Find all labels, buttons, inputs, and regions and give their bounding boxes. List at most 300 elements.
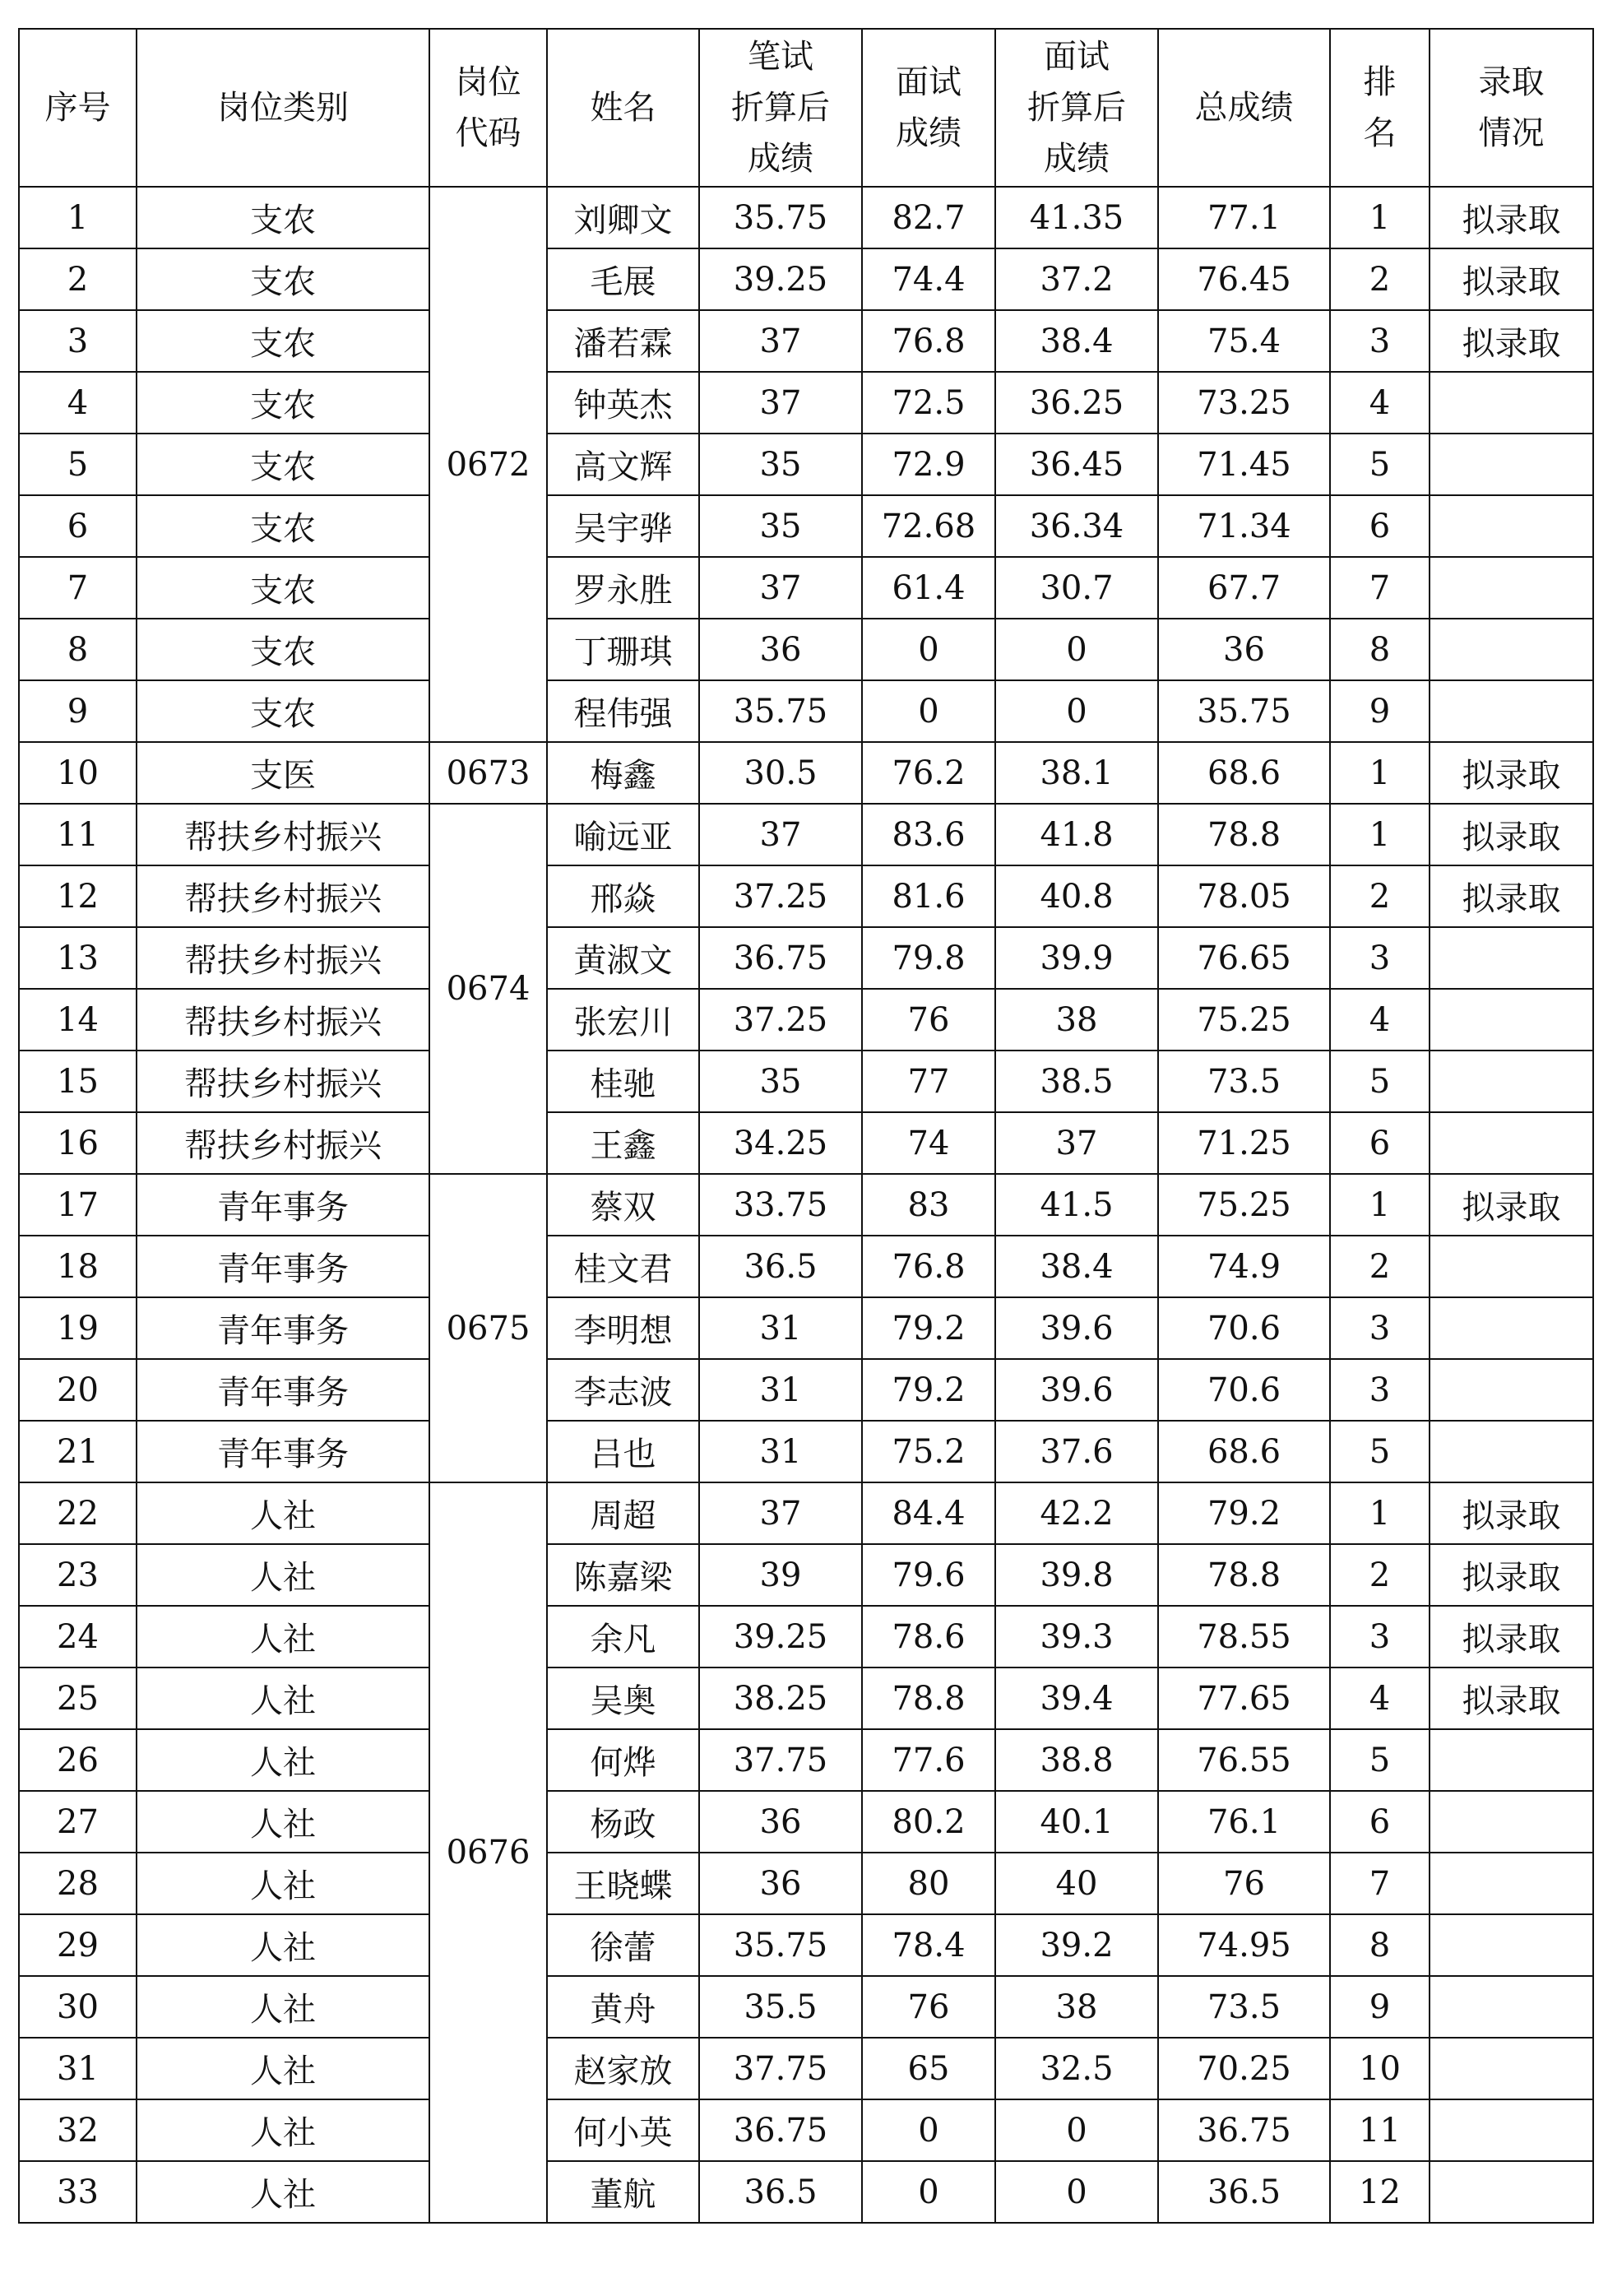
name-cell: 何烨 — [547, 1729, 699, 1791]
interview-scaled-cell: 0 — [995, 2161, 1158, 2223]
table-row — [19, 865, 1593, 927]
admission-status-cell — [1430, 1729, 1593, 1791]
rank-cell: 9 — [1330, 680, 1430, 742]
admission-status-cell: 拟录取 — [1430, 1667, 1593, 1729]
interview-scaled-cell: 39.8 — [995, 1544, 1158, 1606]
interview-score-cell: 65 — [862, 2038, 995, 2099]
written-score-cell: 35.75 — [699, 680, 862, 742]
seq-cell: 12 — [19, 865, 137, 927]
admission-status-cell — [1430, 1297, 1593, 1359]
category-cell: 帮扶乡村振兴 — [137, 1051, 429, 1112]
total-score-cell: 75.25 — [1158, 989, 1330, 1051]
rank-cell: 8 — [1330, 619, 1430, 680]
interview-scaled-cell: 38.4 — [995, 1236, 1158, 1297]
header-line: 总成绩 — [1194, 89, 1294, 127]
admission-status-cell — [1430, 434, 1593, 495]
category-cell: 人社 — [137, 2161, 429, 2223]
table-row — [19, 1112, 1593, 1174]
category-cell: 青年事务 — [137, 1236, 429, 1297]
category-cell: 支农 — [137, 619, 429, 680]
seq-cell: 6 — [19, 495, 137, 557]
position-code-cell: 0673 — [429, 742, 547, 804]
interview-scaled-cell: 30.7 — [995, 557, 1158, 619]
rank-cell: 11 — [1330, 2099, 1430, 2161]
interview-score-cell: 79.2 — [862, 1359, 995, 1421]
interview-scaled-cell: 0 — [995, 680, 1158, 742]
category-cell: 帮扶乡村振兴 — [137, 927, 429, 989]
interview-score-cell: 77.6 — [862, 1729, 995, 1791]
interview-score-cell: 82.7 — [862, 187, 995, 248]
written-score-cell: 35.5 — [699, 1976, 862, 2038]
rank-cell: 6 — [1330, 1791, 1430, 1853]
header-line: 面试 — [1044, 38, 1110, 76]
table-row — [19, 1606, 1593, 1667]
rank-cell: 3 — [1330, 1606, 1430, 1667]
table-row — [19, 742, 1593, 804]
written-score-cell: 37 — [699, 804, 862, 865]
written-score-cell: 30.5 — [699, 742, 862, 804]
total-score-cell: 73.5 — [1158, 1976, 1330, 2038]
name-cell: 吴奥 — [547, 1667, 699, 1729]
interview-score-cell: 72.9 — [862, 434, 995, 495]
seq-cell: 21 — [19, 1421, 137, 1482]
written-score-cell: 35.75 — [699, 1914, 862, 1976]
name-cell: 余凡 — [547, 1606, 699, 1667]
name-cell: 钟英杰 — [547, 372, 699, 434]
seq-cell: 13 — [19, 927, 137, 989]
category-cell: 支医 — [137, 742, 429, 804]
seq-cell: 3 — [19, 310, 137, 372]
total-score-cell: 70.6 — [1158, 1297, 1330, 1359]
interview-scaled-cell: 39.9 — [995, 927, 1158, 989]
total-score-cell: 78.8 — [1158, 1544, 1330, 1606]
category-cell: 帮扶乡村振兴 — [137, 865, 429, 927]
table-row — [19, 1051, 1593, 1112]
interview-score-cell: 74 — [862, 1112, 995, 1174]
name-cell: 李志波 — [547, 1359, 699, 1421]
header-written — [699, 29, 862, 187]
written-score-cell: 31 — [699, 1297, 862, 1359]
header-line: 姓名 — [590, 89, 656, 127]
name-cell: 李明想 — [547, 1297, 699, 1359]
total-score-cell: 77.1 — [1158, 187, 1330, 248]
admission-status-cell — [1430, 1236, 1593, 1297]
name-cell: 邢焱 — [547, 865, 699, 927]
total-score-cell: 35.75 — [1158, 680, 1330, 742]
written-score-cell: 36.75 — [699, 2099, 862, 2161]
written-score-cell: 36 — [699, 619, 862, 680]
header-code — [429, 29, 547, 187]
header-line: 折算后 — [731, 89, 830, 127]
rank-cell: 5 — [1330, 1051, 1430, 1112]
written-score-cell: 39.25 — [699, 1606, 862, 1667]
total-score-cell: 76.45 — [1158, 248, 1330, 310]
table-row — [19, 1236, 1593, 1297]
total-score-cell: 67.7 — [1158, 557, 1330, 619]
interview-scaled-cell: 41.5 — [995, 1174, 1158, 1236]
interview-score-cell: 76.2 — [862, 742, 995, 804]
table-row — [19, 557, 1593, 619]
header-line: 成绩 — [748, 140, 813, 178]
table-row — [19, 434, 1593, 495]
written-score-cell: 35 — [699, 495, 862, 557]
admission-status-cell: 拟录取 — [1430, 1174, 1593, 1236]
header-line: 代码 — [455, 114, 521, 152]
interview-scaled-cell: 40.1 — [995, 1791, 1158, 1853]
total-score-cell: 76.55 — [1158, 1729, 1330, 1791]
interview-score-cell: 0 — [862, 680, 995, 742]
rank-cell: 1 — [1330, 1174, 1430, 1236]
admission-status-cell — [1430, 2161, 1593, 2223]
name-cell: 董航 — [547, 2161, 699, 2223]
category-cell: 人社 — [137, 1606, 429, 1667]
interview-scaled-cell: 38.4 — [995, 310, 1158, 372]
interview-scaled-cell: 38 — [995, 1976, 1158, 2038]
interview-score-cell: 78.8 — [862, 1667, 995, 1729]
admission-status-cell — [1430, 2099, 1593, 2161]
interview-score-cell: 83.6 — [862, 804, 995, 865]
header-line: 序号 — [44, 89, 111, 127]
table-row — [19, 1976, 1593, 2038]
interview-score-cell: 0 — [862, 619, 995, 680]
rank-cell: 9 — [1330, 1976, 1430, 2038]
admission-status-cell — [1430, 2038, 1593, 2099]
name-cell: 黄淑文 — [547, 927, 699, 989]
name-cell: 刘卿文 — [547, 187, 699, 248]
written-score-cell: 33.75 — [699, 1174, 862, 1236]
header-seq — [19, 29, 137, 187]
admission-status-cell — [1430, 1914, 1593, 1976]
name-cell: 黄舟 — [547, 1976, 699, 2038]
interview-scaled-cell: 37.6 — [995, 1421, 1158, 1482]
total-score-cell: 73.5 — [1158, 1051, 1330, 1112]
seq-cell: 4 — [19, 372, 137, 434]
admission-status-cell: 拟录取 — [1430, 1482, 1593, 1544]
interview-scaled-cell: 42.2 — [995, 1482, 1158, 1544]
written-score-cell: 35.75 — [699, 187, 862, 248]
interview-scaled-cell: 38.5 — [995, 1051, 1158, 1112]
name-cell: 毛展 — [547, 248, 699, 310]
seq-cell: 11 — [19, 804, 137, 865]
table-row — [19, 1853, 1593, 1914]
interview-scaled-cell: 39.4 — [995, 1667, 1158, 1729]
seq-cell: 26 — [19, 1729, 137, 1791]
total-score-cell: 68.6 — [1158, 1421, 1330, 1482]
name-cell: 何小英 — [547, 2099, 699, 2161]
header-row — [19, 29, 1593, 187]
written-score-cell: 36 — [699, 1853, 862, 1914]
rank-cell: 1 — [1330, 804, 1430, 865]
table-row — [19, 989, 1593, 1051]
interview-score-cell: 72.5 — [862, 372, 995, 434]
interview-score-cell: 81.6 — [862, 865, 995, 927]
seq-cell: 10 — [19, 742, 137, 804]
admission-status-cell — [1430, 1359, 1593, 1421]
written-score-cell: 31 — [699, 1421, 862, 1482]
category-cell: 人社 — [137, 1544, 429, 1606]
written-score-cell: 37.25 — [699, 989, 862, 1051]
written-score-cell: 37.25 — [699, 865, 862, 927]
admission-status-cell: 拟录取 — [1430, 1606, 1593, 1667]
total-score-cell: 74.95 — [1158, 1914, 1330, 1976]
written-score-cell: 37 — [699, 372, 862, 434]
name-cell: 梅鑫 — [547, 742, 699, 804]
interview-score-cell: 72.68 — [862, 495, 995, 557]
rank-cell: 2 — [1330, 1544, 1430, 1606]
table-row — [19, 1791, 1593, 1853]
results-table — [18, 28, 1594, 2224]
name-cell: 周超 — [547, 1482, 699, 1544]
category-cell: 支农 — [137, 248, 429, 310]
admission-status-cell — [1430, 1112, 1593, 1174]
seq-cell: 5 — [19, 434, 137, 495]
total-score-cell: 73.25 — [1158, 372, 1330, 434]
rank-cell: 1 — [1330, 1482, 1430, 1544]
interview-scaled-cell: 37 — [995, 1112, 1158, 1174]
header-name — [547, 29, 699, 187]
interview-score-cell: 80 — [862, 1853, 995, 1914]
table-row — [19, 372, 1593, 434]
seq-cell: 19 — [19, 1297, 137, 1359]
header-line: 成绩 — [896, 114, 962, 152]
name-cell: 杨政 — [547, 1791, 699, 1853]
total-score-cell: 68.6 — [1158, 742, 1330, 804]
category-cell: 人社 — [137, 1853, 429, 1914]
interview-score-cell: 76.8 — [862, 1236, 995, 1297]
header-line: 排 — [1363, 63, 1397, 101]
admission-status-cell: 拟录取 — [1430, 310, 1593, 372]
name-cell: 蔡双 — [547, 1174, 699, 1236]
admission-status-cell — [1430, 1853, 1593, 1914]
written-score-cell: 39.25 — [699, 248, 862, 310]
category-cell: 支农 — [137, 187, 429, 248]
seq-cell: 18 — [19, 1236, 137, 1297]
rank-cell: 1 — [1330, 742, 1430, 804]
rank-cell: 5 — [1330, 1729, 1430, 1791]
interview-scaled-cell: 0 — [995, 2099, 1158, 2161]
interview-scaled-cell: 40.8 — [995, 865, 1158, 927]
category-cell: 帮扶乡村振兴 — [137, 804, 429, 865]
written-score-cell: 36.5 — [699, 2161, 862, 2223]
name-cell: 吕也 — [547, 1421, 699, 1482]
interview-score-cell: 78.6 — [862, 1606, 995, 1667]
seq-cell: 29 — [19, 1914, 137, 1976]
table-row — [19, 1421, 1593, 1482]
category-cell: 支农 — [137, 434, 429, 495]
category-cell: 人社 — [137, 1482, 429, 1544]
interview-score-cell: 75.2 — [862, 1421, 995, 1482]
category-cell: 帮扶乡村振兴 — [137, 989, 429, 1051]
written-score-cell: 37.75 — [699, 2038, 862, 2099]
interview-scaled-cell: 39.6 — [995, 1297, 1158, 1359]
seq-cell: 32 — [19, 2099, 137, 2161]
written-score-cell: 37 — [699, 1482, 862, 1544]
rank-cell: 8 — [1330, 1914, 1430, 1976]
admission-status-cell — [1430, 372, 1593, 434]
interview-score-cell: 76 — [862, 989, 995, 1051]
interview-scaled-cell: 36.25 — [995, 372, 1158, 434]
seq-cell: 24 — [19, 1606, 137, 1667]
rank-cell: 3 — [1330, 310, 1430, 372]
admission-status-cell — [1430, 1791, 1593, 1853]
category-cell: 人社 — [137, 1976, 429, 2038]
interview-scaled-cell: 40 — [995, 1853, 1158, 1914]
rank-cell: 4 — [1330, 989, 1430, 1051]
interview-score-cell: 84.4 — [862, 1482, 995, 1544]
interview-score-cell: 61.4 — [862, 557, 995, 619]
interview-scaled-cell: 32.5 — [995, 2038, 1158, 2099]
total-score-cell: 36 — [1158, 619, 1330, 680]
category-cell: 帮扶乡村振兴 — [137, 1112, 429, 1174]
written-score-cell: 35 — [699, 434, 862, 495]
admission-status-cell: 拟录取 — [1430, 1544, 1593, 1606]
admission-status-cell — [1430, 1976, 1593, 2038]
seq-cell: 9 — [19, 680, 137, 742]
table-row — [19, 495, 1593, 557]
written-score-cell: 36.75 — [699, 927, 862, 989]
admission-status-cell: 拟录取 — [1430, 804, 1593, 865]
interview-score-cell: 80.2 — [862, 1791, 995, 1853]
category-cell: 支农 — [137, 372, 429, 434]
position-code-cell: 0672 — [429, 187, 547, 742]
seq-cell: 1 — [19, 187, 137, 248]
rank-cell: 7 — [1330, 557, 1430, 619]
table-row — [19, 2038, 1593, 2099]
interview-score-cell: 74.4 — [862, 248, 995, 310]
rank-cell: 6 — [1330, 1112, 1430, 1174]
seq-cell: 22 — [19, 1482, 137, 1544]
interview-score-cell: 76 — [862, 1976, 995, 2038]
admission-status-cell — [1430, 495, 1593, 557]
name-cell: 桂驰 — [547, 1051, 699, 1112]
seq-cell: 15 — [19, 1051, 137, 1112]
header-status — [1430, 29, 1593, 187]
written-score-cell: 36.5 — [699, 1236, 862, 1297]
total-score-cell: 78.05 — [1158, 865, 1330, 927]
header-line: 成绩 — [1044, 140, 1110, 178]
seq-cell: 28 — [19, 1853, 137, 1914]
total-score-cell: 76.1 — [1158, 1791, 1330, 1853]
admission-status-cell — [1430, 1051, 1593, 1112]
admission-status-cell: 拟录取 — [1430, 187, 1593, 248]
table-row — [19, 2161, 1593, 2223]
name-cell: 罗永胜 — [547, 557, 699, 619]
interview-scaled-cell: 39.3 — [995, 1606, 1158, 1667]
header-rank — [1330, 29, 1430, 187]
header-line: 面试 — [896, 63, 962, 101]
table-row — [19, 1359, 1593, 1421]
written-score-cell: 36 — [699, 1791, 862, 1853]
seq-cell: 25 — [19, 1667, 137, 1729]
written-score-cell: 37.75 — [699, 1729, 862, 1791]
header-line: 岗位类别 — [217, 89, 349, 127]
category-cell: 人社 — [137, 1914, 429, 1976]
header-category — [137, 29, 429, 187]
rank-cell: 3 — [1330, 1297, 1430, 1359]
admission-status-cell: 拟录取 — [1430, 865, 1593, 927]
category-cell: 青年事务 — [137, 1297, 429, 1359]
seq-cell: 2 — [19, 248, 137, 310]
table-row — [19, 619, 1593, 680]
rank-cell: 1 — [1330, 187, 1430, 248]
table-row — [19, 927, 1593, 989]
position-code-cell: 0675 — [429, 1174, 547, 1482]
header-line: 笔试 — [748, 38, 813, 76]
total-score-cell: 71.34 — [1158, 495, 1330, 557]
seq-cell: 31 — [19, 2038, 137, 2099]
written-score-cell: 39 — [699, 1544, 862, 1606]
admission-status-cell: 拟录取 — [1430, 248, 1593, 310]
seq-cell: 7 — [19, 557, 137, 619]
category-cell: 人社 — [137, 1667, 429, 1729]
interview-score-cell: 76.8 — [862, 310, 995, 372]
seq-cell: 20 — [19, 1359, 137, 1421]
category-cell: 人社 — [137, 2099, 429, 2161]
category-cell: 人社 — [137, 1729, 429, 1791]
interview-score-cell: 83 — [862, 1174, 995, 1236]
table-row — [19, 680, 1593, 742]
rank-cell: 4 — [1330, 372, 1430, 434]
header-total — [1158, 29, 1330, 187]
rank-cell: 7 — [1330, 1853, 1430, 1914]
table-row — [19, 310, 1593, 372]
header-line: 岗位 — [455, 63, 521, 101]
written-score-cell: 31 — [699, 1359, 862, 1421]
total-score-cell: 71.45 — [1158, 434, 1330, 495]
category-cell: 人社 — [137, 2038, 429, 2099]
name-cell: 程伟强 — [547, 680, 699, 742]
header-line: 折算后 — [1027, 89, 1126, 127]
admission-status-cell — [1430, 619, 1593, 680]
table-row — [19, 1174, 1593, 1236]
total-score-cell: 70.25 — [1158, 2038, 1330, 2099]
rank-cell: 3 — [1330, 927, 1430, 989]
table-body — [19, 187, 1593, 2223]
total-score-cell: 74.9 — [1158, 1236, 1330, 1297]
category-cell: 青年事务 — [137, 1359, 429, 1421]
rank-cell: 6 — [1330, 495, 1430, 557]
interview-score-cell: 79.6 — [862, 1544, 995, 1606]
admission-status-cell — [1430, 680, 1593, 742]
rank-cell: 2 — [1330, 865, 1430, 927]
admission-status-cell — [1430, 989, 1593, 1051]
admission-status-cell — [1430, 927, 1593, 989]
total-score-cell: 36.5 — [1158, 2161, 1330, 2223]
written-score-cell: 37 — [699, 557, 862, 619]
total-score-cell: 78.8 — [1158, 804, 1330, 865]
name-cell: 赵家放 — [547, 2038, 699, 2099]
rank-cell: 2 — [1330, 1236, 1430, 1297]
admission-status-cell: 拟录取 — [1430, 742, 1593, 804]
name-cell: 喻远亚 — [547, 804, 699, 865]
table-row — [19, 1544, 1593, 1606]
seq-cell: 30 — [19, 1976, 137, 2038]
rank-cell: 2 — [1330, 248, 1430, 310]
name-cell: 桂文君 — [547, 1236, 699, 1297]
rank-cell: 5 — [1330, 1421, 1430, 1482]
rank-cell: 3 — [1330, 1359, 1430, 1421]
table-row — [19, 804, 1593, 865]
interview-scaled-cell: 41.35 — [995, 187, 1158, 248]
interview-score-cell: 79.2 — [862, 1297, 995, 1359]
category-cell: 人社 — [137, 1791, 429, 1853]
written-score-cell: 38.25 — [699, 1667, 862, 1729]
interview-scaled-cell: 38 — [995, 989, 1158, 1051]
name-cell: 陈嘉梁 — [547, 1544, 699, 1606]
interview-scaled-cell: 0 — [995, 619, 1158, 680]
interview-scaled-cell: 36.45 — [995, 434, 1158, 495]
category-cell: 支农 — [137, 557, 429, 619]
